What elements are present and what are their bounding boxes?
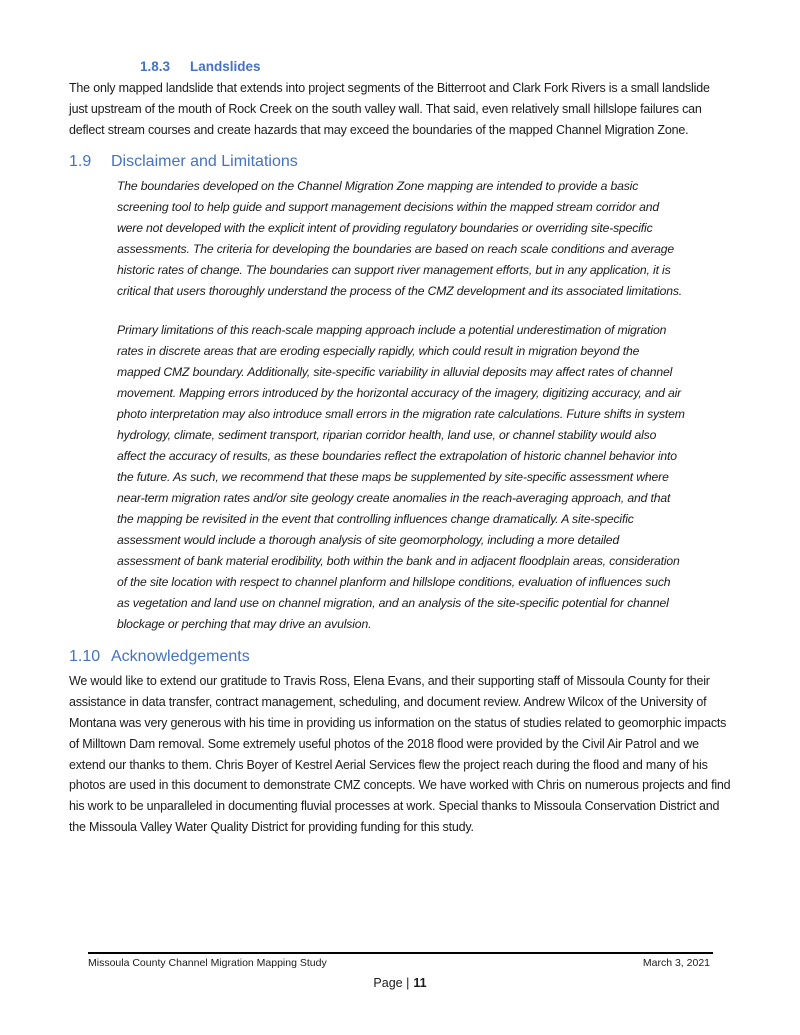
footer <box>0 952 800 990</box>
heading-landslides <box>140 58 731 75</box>
heading-landslides-number: 1.8.3 <box>140 59 171 74</box>
heading-landslides-title: Landslides <box>190 59 261 74</box>
footer-row <box>0 954 800 970</box>
heading-acknowledgements <box>69 647 731 666</box>
disclaimer-paragraph-2: Primary limitations of this reach-scale mapping approach include a potential underestimation of migration rates in discrete areas that are eroding especially rapidly, which could result in migration beyond the mapped CMZ boundary. Additionally, site-specific variability in alluvial deposits may affect rates of channel movement. Mapping errors introduced by the horizontal accuracy of the imagery, digitizing accuracy, and air photo interpretation may also introduce small errors in the migration rate calculations. Future shifts in system hydrology, climate, sediment transport, riparian corridor health, land use, or channel stability would also affect the accuracy of results, as these boundaries reflect the extrapolation of historic channel behavior into the future. As such, we recommend that these maps be supplemented by site-specific assessment where near-term migration rates and/or site geology create anomalies in the reach-averaging approach, and that the mapping be revisited in the event that controlling influences change dramatically. A site-specific assessment would include a thorough analysis of site geomorphology, including a more detailed assessment of bank material erodibility, both within the bank and in adjacent floodplain areas, consideration of the site location with respect to channel planform and hillslope conditions, evaluation of influences such as vegetation and land use on channel migration, and an analysis of the site-specific potential for channel blockage or perching that may drive an avulsion. <box>117 323 685 632</box>
footer-doc-title: Missoula County Channel Migration Mapping Study <box>88 957 327 969</box>
heading-acknowledgements-title: Acknowledgements <box>111 648 250 666</box>
disclaimer-paragraph-1: The boundaries developed on the Channel Migration Zone mapping are intended to provide a basic screening tool to help guide and support management decisions within the mapped stream corridor and were not developed with the explicit intent of providing regulatory boundaries or overriding site-specific assessments. The criteria for developing the boundaries are based on reach scale conditions and average historic rates of change. The boundaries can support river management efforts, but in any application, it is critical that users thoroughly understand the process of the CMZ development and its associated limitations. <box>117 179 683 299</box>
heading-disclaimer-title: Disclaimer and Limitations <box>111 153 298 171</box>
footer-page-number <box>0 976 800 990</box>
heading-disclaimer-number: 1.9 <box>69 153 92 171</box>
paragraph-landslides: The only mapped landslide that extends into project segments of the Bitterroot and Clark Fork Rivers is a small landslide just upstream of the mouth of Rock Creek on the south valley wall. That said, even relatively small hillslope failures can deflect stream courses and create hazards that may exceed the boundaries of the mapped Channel Migration Zone. <box>69 81 710 137</box>
footer-page-label: Page | <box>373 976 410 990</box>
heading-disclaimer <box>69 152 731 171</box>
heading-acknowledgements-number: 1.10 <box>69 648 101 666</box>
footer-date: March 3, 2021 <box>642 957 710 969</box>
footer-page-value: 11 <box>413 976 427 990</box>
paragraph-acknowledgements: We would like to extend our gratitude to Travis Ross, Elena Evans, and their supporting staff of Missoula County for their assistance in data transfer, contract management, scheduling, and document review. Andrew Wilcox of the University of Montana was very generous with his time in providing us information on the status of studies related to geomorphic impacts of Milltown Dam removal. Some extremely useful photos of the 2018 flood were provided by the Civil Air Patrol and we extend our thanks to them. Chris Boyer of Kestrel Aerial Services flew the project reach during the flood and many of his photos are used in this document to demonstrate CMZ concepts. We have worked with Chris on numerous projects and find his work to be unparalleled in documenting fluvial processes at work. Special thanks to Missoula Conservation District and the Missoula Valley Water Quality District for providing funding for this study. <box>69 674 731 834</box>
